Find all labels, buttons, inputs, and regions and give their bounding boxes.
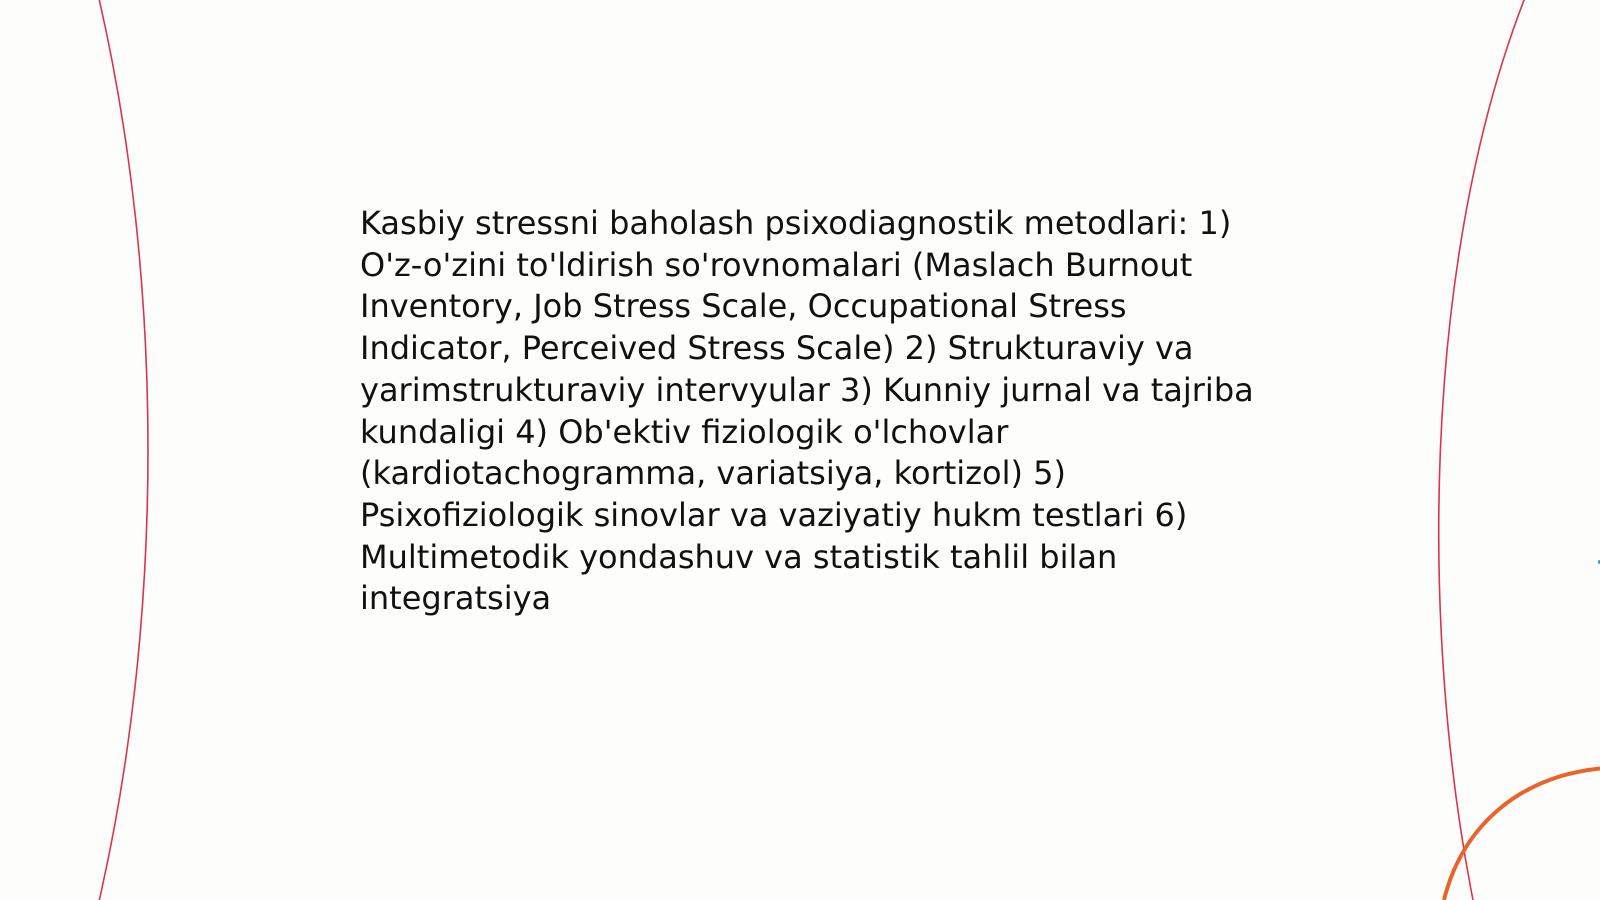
slide-body-text: Kasbiy stressni baholash psixodiagnostik metodlari: 1) O'z-o'zini to'ldirish so'rovnomalari (Maslach Burnout Inventory, Job Stress Scale, Occupational Stress Indicator, Perceived Stress Scale) 2) Strukturaviy va yarimstrukturaviy intervyular 3) Kunniy jurnal va tajriba kundaligi 4) Ob'ektiv fiziologik o'lchovlar (kardiotachogramma, variatsiya, kortizol) 5) Psixofiziologik sinovlar va vaziyatiy hukm testlari 6) Multimetodik yondashuv va statistik tahlil bilan integratsiya [360, 204, 1254, 618]
orange-arc-shape [1444, 768, 1600, 900]
right-curve-line [1439, 0, 1528, 900]
left-curve-line [97, 0, 148, 900]
